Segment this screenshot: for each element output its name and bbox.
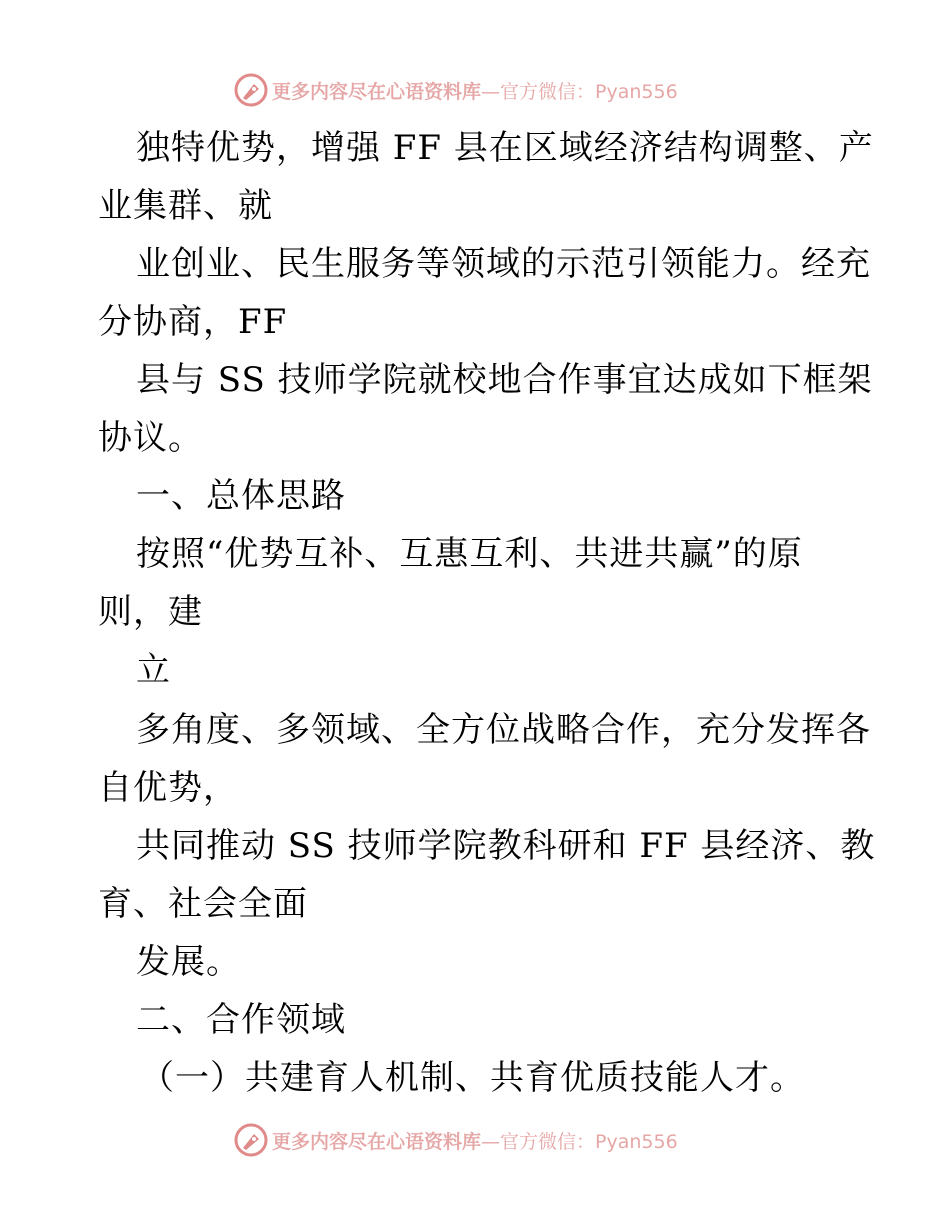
text-line: 协议。 (98, 418, 203, 458)
section-heading: 一、总体思路 (136, 476, 346, 516)
text-line: 发展。 (136, 942, 241, 982)
text-line: 业创业、民生服务等领域的示范引领能力。经充 (136, 244, 871, 284)
text-line: 自优势， (98, 768, 238, 808)
subsection-heading: （一）共建育人机制、共育优质技能人才。 (140, 1058, 805, 1098)
watermark-footer (234, 1122, 678, 1158)
text-line: 共同推动 SS 技师学院教科研和 FF 县经济、教 (136, 826, 876, 866)
pen-nib-logo-icon (234, 1123, 268, 1157)
section-heading: 二、合作领域 (136, 1000, 346, 1040)
text-line: 业集群、就 (98, 186, 273, 226)
text-line: 分协商，FF (98, 302, 288, 342)
text-line: 县与 SS 技师学院就校地合作事宜达成如下框架 (136, 360, 873, 400)
watermark-text: 更多内容尽在心语资料库—官方微信：Pyan556 (272, 1130, 678, 1153)
pen-nib-logo-icon (234, 73, 268, 107)
text-line: 按照“优势互补、互惠互利、共进共赢”的原 (136, 534, 803, 574)
text-line: 立 (136, 650, 171, 690)
text-line: 多角度、多领域、全方位战略合作，充分发挥各 (136, 710, 871, 750)
text-line: 独特优势，增强 FF 县在区域经济结构调整、产 (136, 128, 874, 168)
watermark-header (234, 72, 678, 108)
text-line: 育、社会全面 (98, 884, 308, 924)
text-line: 则，建 (98, 592, 203, 632)
watermark-text: 更多内容尽在心语资料库—官方微信：Pyan556 (272, 80, 678, 103)
